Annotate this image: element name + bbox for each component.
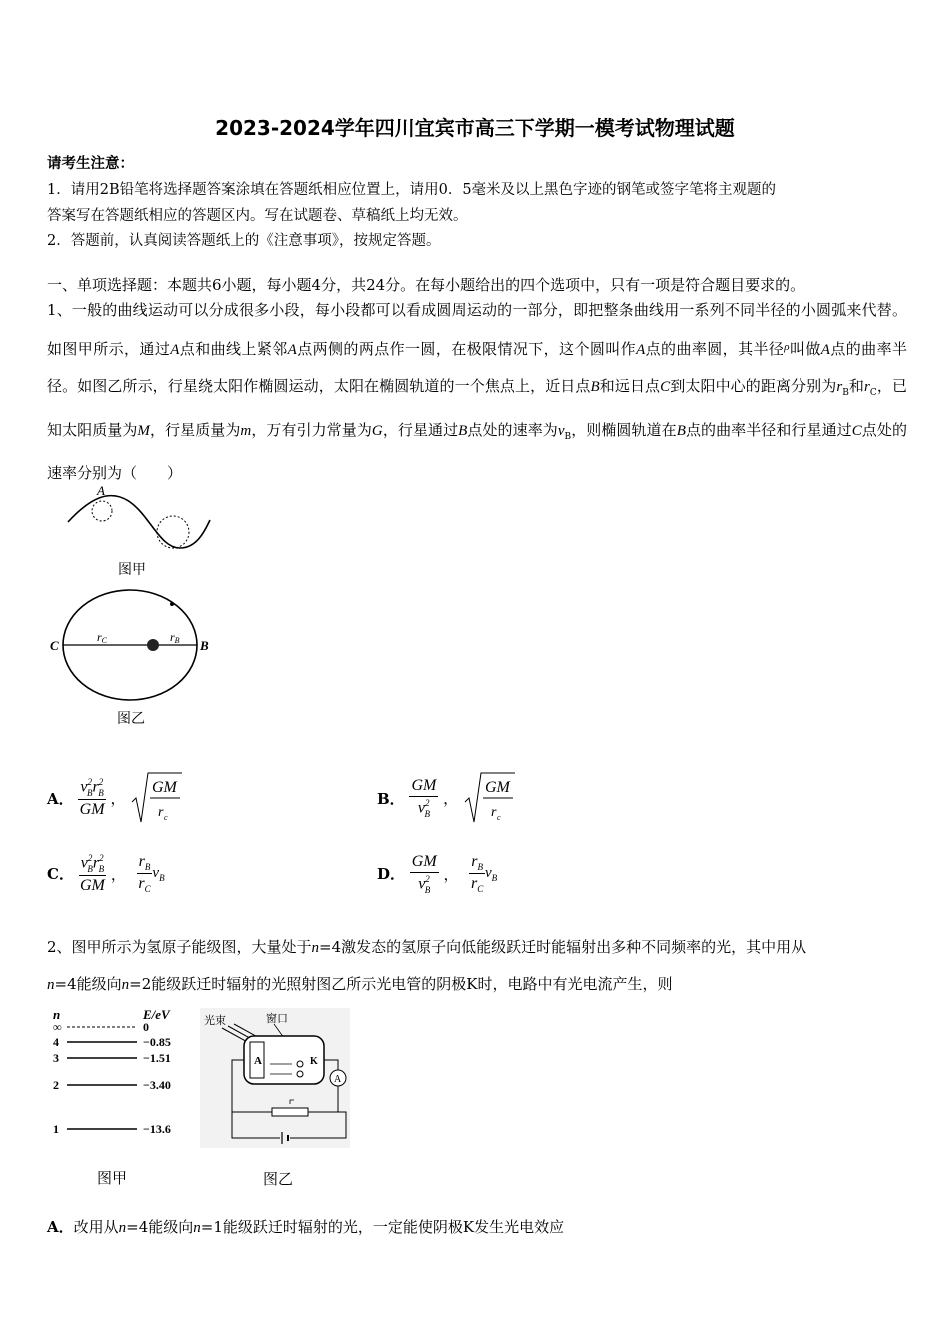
energy-level-n: 3 (53, 1051, 59, 1065)
q1-option-C[interactable]: C． $\frac{v^2_Br^2_B}{GM}$ ， $\frac{r_B}{r_C}$ $v_B$ (47, 853, 165, 895)
energy-level-n: 1 (53, 1122, 59, 1136)
energy-level-value: 0 (143, 1020, 149, 1034)
energy-level-value: −3.40 (143, 1078, 171, 1092)
page-title: 2023-2024学年四川宜宾市高三下学期一模考试物理试题 (215, 116, 735, 140)
notice-item1-line1: 1．请用2B铅笔将选择题答案涂填在答题纸相应位置上，请用0．5毫米及以上黑色字迹的钢笔或签字笔将主观题的 (47, 182, 777, 198)
fig2-point-B: B (200, 638, 209, 653)
svg-text:r: r (158, 805, 164, 820)
question-2-line2: n=4能级向n=2能级跃迁时辐射的光照射图乙所示光电管的阴极K时，电路中有光电流产生，则 (47, 975, 673, 993)
q2-option-A[interactable]: A．改用从n=4能级向n=1能级跃迁时辐射的光，一定能使阴极K发生光电效应 (47, 1218, 565, 1236)
fig2-point-C: C (50, 638, 59, 653)
svg-text:GM: GM (484, 779, 510, 796)
fig1-point-A: A (97, 483, 105, 498)
fig1-caption: 图甲 (118, 562, 146, 578)
energy-level-n: ∞ (53, 1020, 62, 1034)
q1-option-B[interactable]: B． $\frac{GM}{v^2_B}$ ， GM r c (377, 770, 515, 826)
energy-level-n: 4 (53, 1035, 59, 1049)
energy-level-value: −1.51 (143, 1051, 171, 1065)
fig2-caption: 图乙 (117, 711, 145, 727)
svg-text:n: n (53, 1007, 61, 1022)
question-1-text: 1、一般的曲线运动可以分成很多小段，每小段都可以看成圆周运动的一部分，即把整条曲线用一系列不同半径的小圆弧来代替。如图甲所示，通过A点和曲线上紧邻A点两侧的两点作一圆，在极限情况下，这个圆叫作A点的曲率圆，其半径$^\rho$叫做A点的曲率半径。如图乙所示，行星绕太阳作椭圆运动，太阳在椭圆轨道的一个焦点上，近日点B和远日点C到太阳中心的距离分别为$r_B$和$r_C$，已知太阳质量为M，行星质量为m，万有引力常量为G，行星通过B点处的速率为$v_B$，则椭圆轨道在B点的曲率半径和行星通过C点处的速率分别为（ ） (47, 301, 907, 482)
energy-fig-caption: 图甲 (97, 1169, 128, 1187)
energy-level-value: −13.6 (143, 1122, 171, 1136)
energy-level-value: −0.85 (143, 1035, 171, 1049)
circuit-fig-caption: 图乙 (263, 1170, 294, 1188)
svg-text:K: K (310, 1056, 318, 1067)
svg-text:rC: rC (97, 630, 108, 645)
svg-text:E/eV: E/eV (143, 1007, 170, 1022)
svg-text:rB: rB (170, 630, 180, 645)
svg-text:GM: GM (152, 779, 178, 796)
notice-item2: 2．答题前，认真阅读答题纸上的《注意事项》，按规定答题。 (47, 233, 441, 249)
svg-text:光束: 光束 (204, 1014, 226, 1027)
q1-option-D[interactable]: D． $\frac{GM}{v^2_B}$ ， $\frac{r_B}{r_C}$ $v_B$ (377, 853, 498, 895)
svg-text:c: c (164, 813, 168, 822)
figure-ellipse-orbit (45, 585, 225, 730)
svg-text:A: A (254, 1055, 262, 1067)
energy-level-n: 2 (53, 1078, 59, 1092)
notice-heading: 请考生注意： (47, 155, 134, 172)
svg-text:A: A (334, 1074, 342, 1085)
figure-curvature-wave (60, 480, 220, 580)
svg-text:c: c (496, 813, 501, 822)
figure-energy-levels (45, 1005, 205, 1195)
q1-option-A[interactable]: A． $\frac{v^2_Br^2_B}{GM}$ ， GM r c (47, 770, 182, 826)
section1-heading: 一、单项选择题：本题共6小题，每小题4分，共24分。在每小题给出的四个选项中，只有一项是符合题目要求的。 (47, 276, 806, 294)
svg-text:r: r (490, 805, 497, 820)
svg-text:窗口: 窗口 (266, 1012, 288, 1025)
question-2-line1: 2、图甲所示为氢原子能级图，大量处于n=4激发态的氢原子向低能级跃迁时能辐射出多种不同频率的光，其中用从 (47, 938, 807, 956)
notice-item1-line2: 答案写在答题纸相应的答题区内。写在试题卷、草稿纸上均无效。 (47, 208, 468, 224)
figure-phototube-circuit (200, 1008, 350, 1198)
